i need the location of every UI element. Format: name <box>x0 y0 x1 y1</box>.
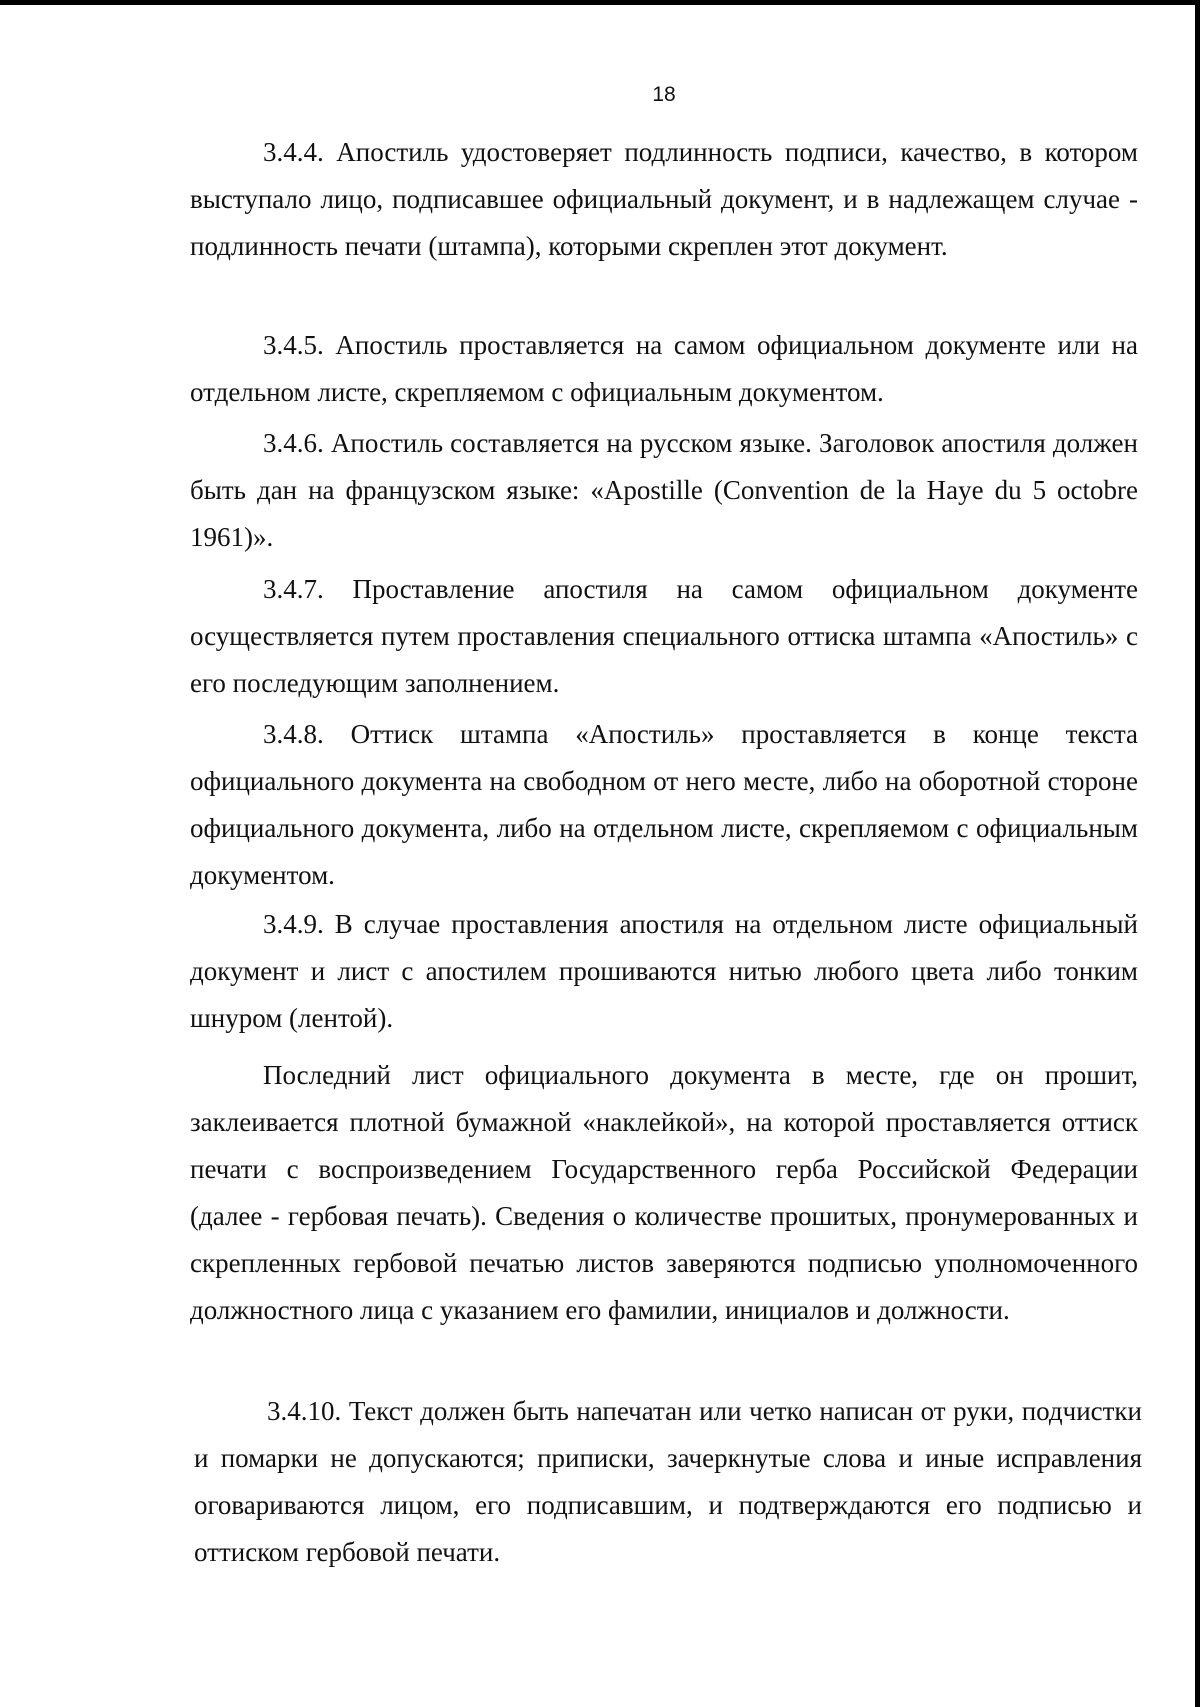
paragraph-3-4-8: 3.4.8. Оттиск штампа «Апостиль» проставляется в конце текста официального документа на свободном от него месте, либо на оборотной стороне официального документа, либо на отдельном листе, скрепляемом с официальным документом. <box>190 719 1138 890</box>
page-number: 18 <box>652 83 676 106</box>
paragraph-3-4-10: 3.4.10. Текст должен быть напечатан или четко написан от руки, подчистки и помарки не допускаются; приписки, зачеркнутые слова и иные исправления оговариваются лицом, его подписавшим, и подтверждаются его подписью и оттиском гербовой печати. <box>194 1396 1142 1567</box>
paragraph-last-sheet: Последний лист официального документа в месте, где он прошит, заклеивается плотной бумажной «наклейкой», на которой проставляется оттиск печати с воспроизведением Государственного герба Российской Федерации (далее - гербовая печать). Сведения о количестве прошитых, пронумерованных и скрепленных гербовой печатью листов заверяются подписью уполномоченного должностного лица с указанием его фамилии, инициалов и должности. <box>190 1060 1138 1325</box>
paragraph-3-4-6: 3.4.6. Апостиль составляется на русском языке. Заголовок апостиля должен быть дан на французском языке: «Apostille (Convention de la Haye du 5 octobre 1961)». <box>190 428 1138 552</box>
paragraph-3-4-5: 3.4.5. Апостиль проставляется на самом официальном документе или на отдельном листе, скрепляемом с официальным документом. <box>190 330 1138 407</box>
paragraph-3-4-9: 3.4.9. В случае проставления апостиля на отдельном листе официальный документ и лист с апостилем прошиваются нитью любого цвета либо тонким шнуром (лентой). <box>190 909 1138 1033</box>
paragraph-3-4-7: 3.4.7. Проставление апостиля на самом официальном документе осуществляется путем проставления специального оттиска штампа «Апостиль» с его последующим заполнением. <box>190 574 1138 698</box>
paragraph-3-4-4: 3.4.4. Апостиль удостоверяет подлинность подписи, качество, в котором выступало лицо, подписавшее официальный документ, и в надлежащем случае - подлинность печати (штампа), которыми скреплен этот документ. <box>190 137 1138 261</box>
